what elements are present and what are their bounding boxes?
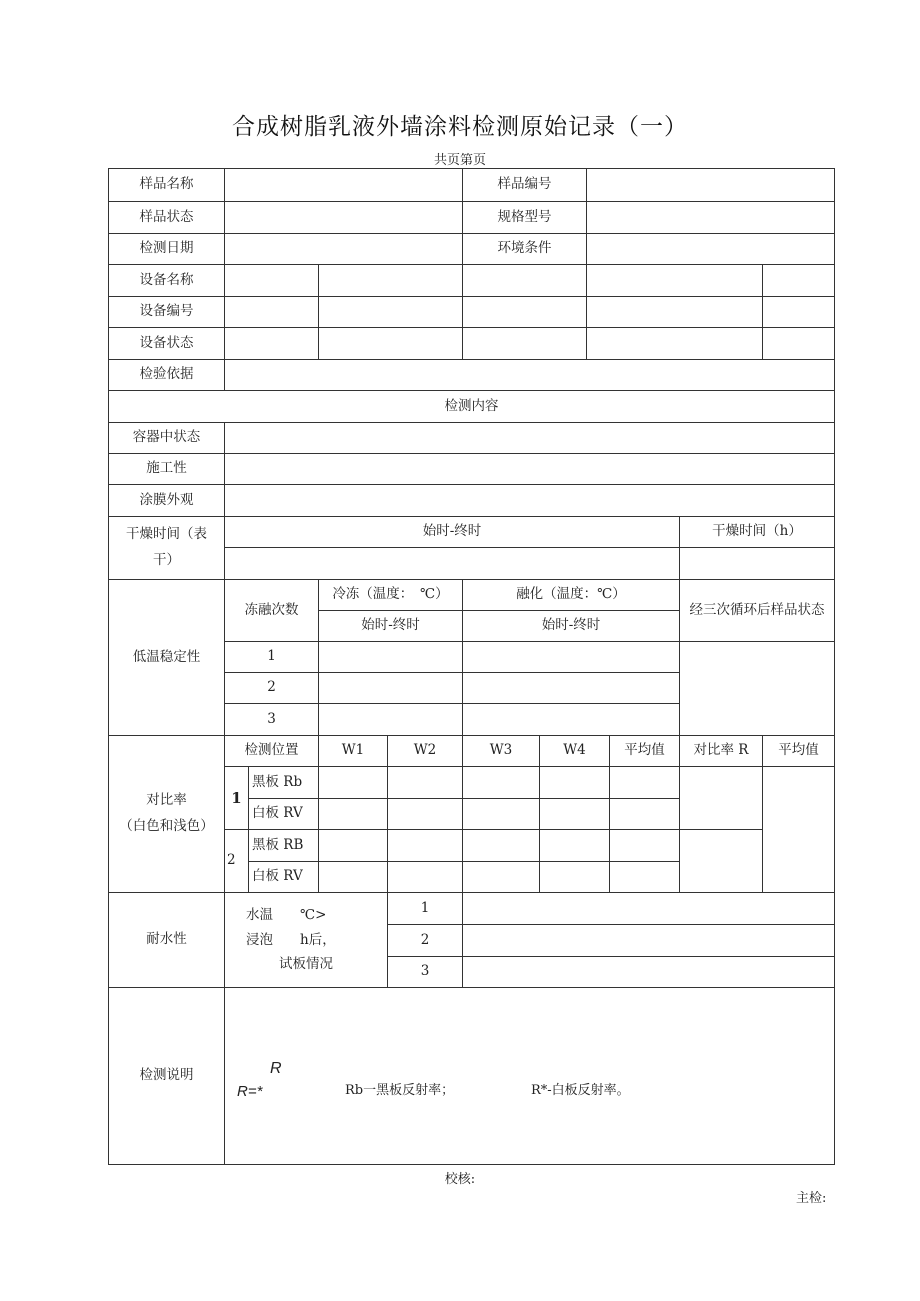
- avg-cell[interactable]: [610, 830, 680, 862]
- dry-start-end-header: 始时-终时: [225, 517, 680, 548]
- freeze-cell[interactable]: [319, 704, 463, 736]
- field-after-cycle[interactable]: [680, 642, 835, 736]
- water-temp-text: 水温 ℃>: [246, 906, 327, 923]
- label-film: 涂膜外观: [109, 485, 225, 517]
- water-row-number: 2: [388, 925, 463, 957]
- avg-r-cell[interactable]: [763, 767, 835, 893]
- field-workability[interactable]: [225, 454, 835, 485]
- w-cell[interactable]: [388, 862, 463, 893]
- water-conditions: [225, 893, 388, 988]
- field-test-date[interactable]: [225, 234, 463, 265]
- w-cell[interactable]: [319, 767, 388, 799]
- equip-state-cell[interactable]: [225, 328, 319, 360]
- w-cell[interactable]: [388, 767, 463, 799]
- ft-row-number: 3: [225, 704, 319, 736]
- avg-r-header: 平均值: [763, 736, 835, 767]
- label-water: 耐水性: [109, 893, 225, 988]
- w-cell[interactable]: [319, 799, 388, 830]
- water-cell[interactable]: [463, 957, 835, 988]
- equip-no-cell[interactable]: [463, 297, 587, 328]
- soak-text: 浸泡 h后，: [246, 931, 336, 948]
- w4-header: W4: [540, 736, 610, 767]
- field-dry-hours[interactable]: [680, 548, 835, 580]
- w-cell[interactable]: [540, 767, 610, 799]
- label-workability: 施工性: [109, 454, 225, 485]
- field-env-cond[interactable]: [587, 234, 835, 265]
- label-basis: 检验依据: [109, 360, 225, 391]
- equip-no-cell[interactable]: [587, 297, 763, 328]
- group-number: 2: [225, 830, 249, 893]
- equip-state-cell[interactable]: [587, 328, 763, 360]
- section-content: 检测内容: [109, 391, 835, 423]
- after-cycle-header: 经三次循环后样品状态: [680, 580, 835, 642]
- label-notes: 检测说明: [109, 988, 225, 1165]
- black-panel-label: 黑板 RB: [249, 830, 319, 862]
- record-table: [108, 168, 835, 1165]
- label-equip-no: 设备编号: [109, 297, 225, 328]
- equip-state-cell[interactable]: [463, 328, 587, 360]
- thaw-cell[interactable]: [463, 673, 680, 704]
- field-spec-model[interactable]: [587, 202, 835, 234]
- avg-cell[interactable]: [610, 799, 680, 830]
- label-sample-no: 样品编号: [463, 169, 587, 202]
- equip-state-cell[interactable]: [763, 328, 835, 360]
- label-spec-model: 规格型号: [463, 202, 587, 234]
- w-cell[interactable]: [319, 862, 388, 893]
- label-equip-name: 设备名称: [109, 265, 225, 297]
- field-container[interactable]: [225, 423, 835, 454]
- label-test-date: 检测日期: [109, 234, 225, 265]
- contrast-r-cell[interactable]: [680, 830, 763, 893]
- field-dry-start-end[interactable]: [225, 548, 680, 580]
- white-panel-label: 白板 RV: [249, 799, 319, 830]
- label-contrast: [109, 736, 225, 893]
- freeze-cell[interactable]: [319, 642, 463, 673]
- w-cell[interactable]: [540, 830, 610, 862]
- avg-cell[interactable]: [610, 862, 680, 893]
- w2-header: W2: [388, 736, 463, 767]
- ft-row-number: 1: [225, 642, 319, 673]
- notes-cell[interactable]: [225, 988, 835, 1165]
- position-header: 检测位置: [225, 736, 319, 767]
- checker-label: 校核:: [444, 1172, 476, 1187]
- w-cell[interactable]: [540, 862, 610, 893]
- inspector-label: 主检:: [796, 1191, 827, 1206]
- equip-no-cell[interactable]: [225, 297, 319, 328]
- equip-name-cell[interactable]: [319, 265, 463, 297]
- field-sample-state[interactable]: [225, 202, 463, 234]
- contrast-formula: [225, 988, 834, 1164]
- panel-text: 试板情况: [279, 956, 333, 973]
- label-container: 容器中状态: [109, 423, 225, 454]
- water-cell[interactable]: [463, 925, 835, 957]
- label-equip-state: 设备状态: [109, 328, 225, 360]
- white-panel-label: 白板 RV: [249, 862, 319, 893]
- thaw-cell[interactable]: [463, 704, 680, 736]
- w1-header: W1: [319, 736, 388, 767]
- label-sample-state: 样品状态: [109, 202, 225, 234]
- dry-time-line1: 干燥时间（表: [126, 526, 207, 543]
- formula-rb-desc: Rb一黑板反射率；: [345, 1083, 455, 1098]
- w-cell[interactable]: [388, 799, 463, 830]
- label-dry-time: [109, 517, 225, 580]
- black-panel-label: 黑板 Rb: [249, 767, 319, 799]
- ft-row-number: 2: [225, 673, 319, 704]
- thaw-start-end: 始时-终时: [463, 611, 680, 642]
- water-cell[interactable]: [463, 893, 835, 925]
- w3-header: W3: [463, 736, 540, 767]
- freeze-start-end: 始时-终时: [319, 611, 463, 642]
- contrast-r-cell[interactable]: [680, 767, 763, 830]
- equip-name-cell[interactable]: [463, 265, 587, 297]
- page-title: 合成树脂乳液外墙涂料检测原始记录（一）: [232, 114, 688, 140]
- field-film[interactable]: [225, 485, 835, 517]
- equip-state-cell[interactable]: [319, 328, 463, 360]
- thaw-header: 融化（温度：℃）: [463, 580, 680, 611]
- thaw-cell[interactable]: [463, 642, 680, 673]
- w-cell[interactable]: [319, 830, 388, 862]
- freeze-header: 冷冻（温度： ℃）: [319, 580, 463, 611]
- w-cell[interactable]: [540, 799, 610, 830]
- field-basis[interactable]: [225, 360, 835, 391]
- equip-name-cell[interactable]: [587, 265, 763, 297]
- ft-count-header: 冻融次数: [225, 580, 319, 642]
- w-cell[interactable]: [463, 830, 540, 862]
- water-row-number: 3: [388, 957, 463, 988]
- w-cell[interactable]: [388, 830, 463, 862]
- group-number: 1: [225, 767, 249, 830]
- equip-no-cell[interactable]: [763, 297, 835, 328]
- field-sample-name[interactable]: [225, 169, 463, 202]
- label-low-temp: 低温稳定性: [109, 580, 225, 736]
- equip-name-cell[interactable]: [763, 265, 835, 297]
- field-sample-no[interactable]: [587, 169, 835, 202]
- formula-equation: R=*: [237, 1083, 263, 1100]
- dry-hours-header: 干燥时间（h）: [680, 517, 835, 548]
- formula-rstar-desc: R*-白板反射率。: [531, 1083, 630, 1098]
- label-sample-name: 样品名称: [109, 169, 225, 202]
- equip-name-cell[interactable]: [225, 265, 319, 297]
- w-cell[interactable]: [463, 862, 540, 893]
- w-cell[interactable]: [463, 799, 540, 830]
- dry-time-line2: 干）: [153, 552, 180, 568]
- formula-r: R: [270, 1060, 282, 1077]
- contrast-r-header: 对比率 R: [680, 736, 763, 767]
- label-env-cond: 环境条件: [463, 234, 587, 265]
- w-cell[interactable]: [463, 767, 540, 799]
- page-counter: 共页第页: [433, 153, 486, 168]
- contrast-line1: 对比率: [146, 792, 187, 809]
- water-row-number: 1: [388, 893, 463, 925]
- freeze-cell[interactable]: [319, 673, 463, 704]
- avg-header: 平均值: [610, 736, 680, 767]
- avg-cell[interactable]: [610, 767, 680, 799]
- equip-no-cell[interactable]: [319, 297, 463, 328]
- contrast-line2: （白色和浅色）: [119, 818, 214, 834]
